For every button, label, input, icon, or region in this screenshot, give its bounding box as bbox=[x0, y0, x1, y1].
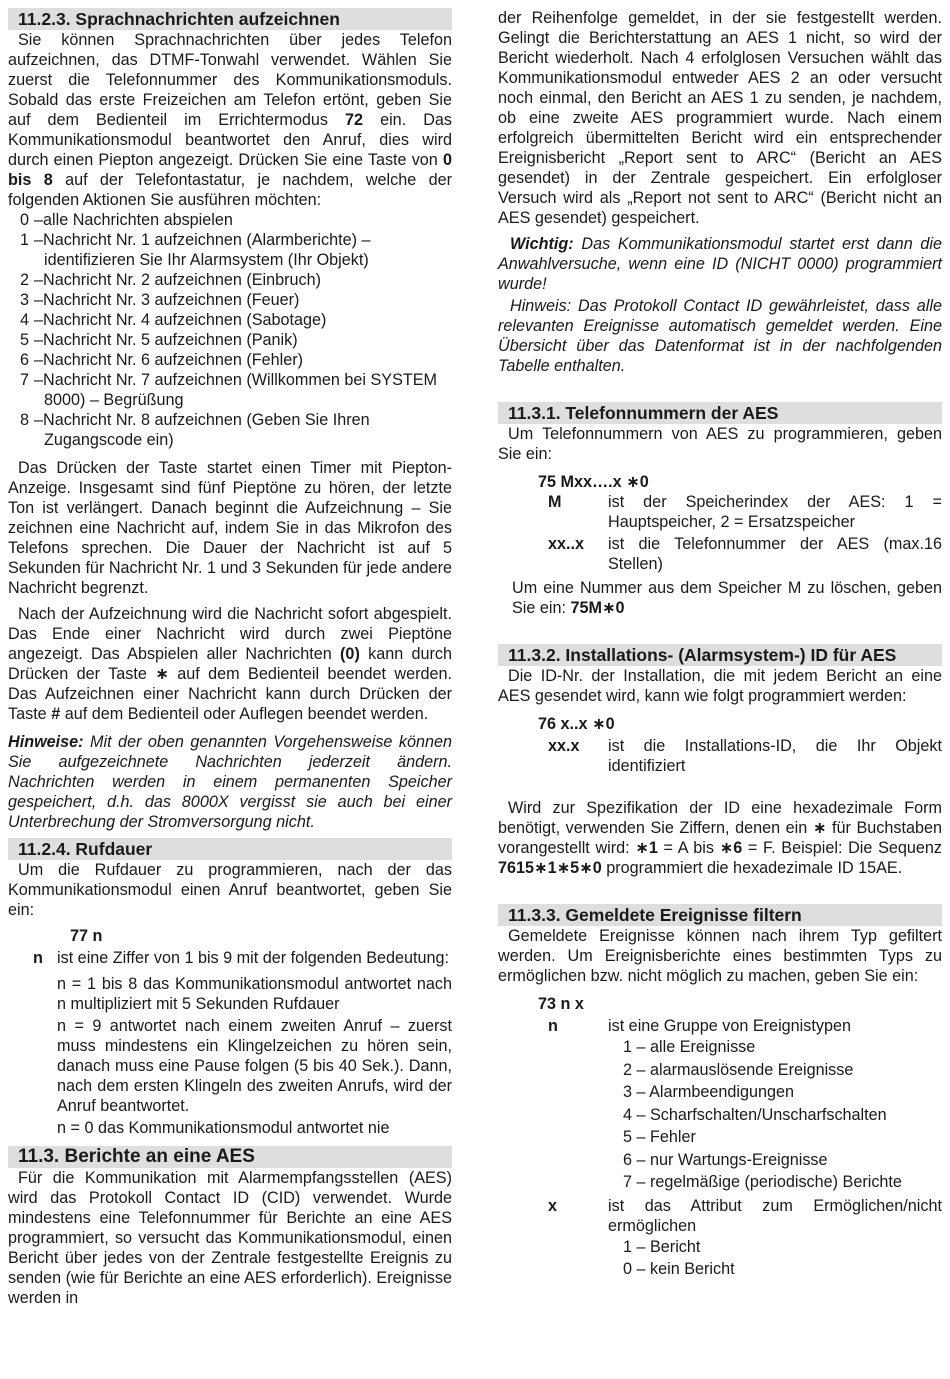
message-text: –Nachricht Nr. 2 aufzeichnen (Einbruch) bbox=[34, 271, 322, 289]
event-group-item: 2 – alarmauslösende Ereignisse bbox=[623, 1060, 854, 1079]
message-text: –Nachricht Nr. 6 aufzeichnen (Fehler) bbox=[34, 351, 304, 369]
param-id-desc: ist die Installations-ID, die Ihr Objekt identifiziert bbox=[608, 737, 942, 775]
message-item bbox=[20, 210, 452, 230]
param-attr-x-desc: ist das Attribut zum Ermöglichen/nicht ermöglichen bbox=[608, 1196, 942, 1235]
param-id-key: xx.x bbox=[548, 737, 580, 755]
message-text: –Nachricht Nr. 3 aufzeichnen (Feuer) bbox=[34, 291, 300, 309]
event-group-item: 5 – Fehler bbox=[623, 1128, 696, 1146]
event-group-item: 1 – alle Ereignisse bbox=[623, 1038, 756, 1056]
message-text: –Nachricht Nr. 4 aufzeichnen (Sabotage) bbox=[34, 311, 327, 329]
attribute-item: 0 – kein Bericht bbox=[623, 1260, 735, 1278]
command-75: 75 Mxx….x ∗0 bbox=[538, 473, 649, 491]
message-text: –alle Nachrichten abspielen bbox=[34, 211, 233, 229]
section-heading-11-3-2: 11.3.2. Installations- (Alarmsystem-) ID für AES bbox=[498, 644, 942, 666]
section-heading-11-3: 11.3. Berichte an eine AES bbox=[8, 1146, 452, 1168]
message-text: –Nachricht Nr. 5 aufzeichnen (Panik) bbox=[34, 331, 298, 349]
paragraph-reporting-order: der Reihenfolge gemeldet, in der sie festgestellt werden. Gelingt die Berichterstattung an AES 1 nicht, so wird der Bericht wiederholt. Nach 4 erfolglosen Versuchen wählt das Kommunikationsmodul entweder AES 2 an oder versucht noch einmal, den Bericht an AES 1 zu senden, je nachdem, ob eine zweite AES programmiert wurde. Nach einem erfolgreich übermittelten Bericht wird ein entsprechender Ereignisbericht „Report sent to ARC“ (Bericht an AES gesendet) in der Zentrale gespeichert. Ein erfolgloser Versuch wird als „Report not sent to ARC“ (Bericht nicht an AES gesendet) gespeichert. bbox=[498, 9, 942, 227]
right-column bbox=[498, 8, 942, 1281]
message-text: –Nachricht Nr. 1 aufzeichnen (Alarmberichte) – identifizieren Sie Ihr Alarmsystem (Ihr Objekt) bbox=[34, 231, 371, 269]
hint-paragraph: Hinweise: Mit der oben genannten Vorgehensweise können Sie aufgezeichnete Nachrichten jederzeit ändern. Nachrichten werden in einem permanenten Speicher gespeichert, d.h. das 8000X vergisst sie auch bei einer Unterbrechung der Stromversorgung nicht. bbox=[8, 733, 452, 831]
param-n bbox=[8, 948, 452, 1138]
paragraph-playback: Nach der Aufzeichnung wird die Nachricht sofort abgespielt. Das Ende einer Nachricht wird durch zwei Pieptöne angezeigt. Das Abspielen aller Nachrichten (0) kann durch Drücken der Taste ∗ auf dem Bedienteil beendet werden. Das Aufzeichnen einer Nachricht kann durch Drücken der Taste # auf dem Bedienteil oder Auflegen beendet werden. bbox=[8, 605, 453, 723]
message-number: 3 bbox=[20, 291, 30, 309]
event-group-item: 6 – nur Wartungs-Ereignisse bbox=[623, 1150, 828, 1169]
message-item bbox=[20, 230, 452, 270]
command-76: 76 x..x ∗0 bbox=[538, 715, 615, 733]
event-group-list bbox=[608, 1036, 942, 1194]
paragraph-phone-numbers: Um Telefonnummern von AES zu programmieren, geben Sie ein: bbox=[498, 425, 942, 463]
paragraph-delete-number: Um eine Nummer aus dem Speicher M zu löschen, geben Sie ein: 75M∗0 bbox=[512, 579, 942, 617]
section-heading-11-3-3: 11.3.3. Gemeldete Ereignisse filtern bbox=[498, 904, 942, 926]
event-group-item: 7 – regelmäßige (periodische) Berichte bbox=[623, 1173, 902, 1191]
message-item bbox=[20, 410, 452, 450]
message-number: 6 bbox=[20, 351, 30, 369]
paragraph-intro: Sie können Sprachnachrichten über jedes Telefon aufzeichnen, das DTMF-Tonwahl verwendet. Wählen Sie zuerst die Telefonnummer des Kommunikationsmoduls. Sobald das erste Freizeichen am Telefon ertönt, geben Sie auf dem Bedienteil im Errichtermodus 72 ein. Das Kommunikationsmodul beantwortet den Anruf, dies wird durch einen Piepton angezeigt. Drücken Sie eine Taste von 0 bis 8 auf der Telefontastatur, je nachdem, welche der folgenden Aktionen Sie ausführen möchten: bbox=[8, 31, 452, 209]
param-n-desc: ist eine Ziffer von 1 bis 9 mit der folgenden Bedeutung: bbox=[57, 949, 450, 967]
paragraph-hex-id: Wird zur Spezifikation der ID eine hexadezimale Form benötigt, verwenden Sie Ziffern, denen ein ∗ für Buchstaben vorangestellt wird: ∗1 = A bis ∗6 = F. Beispiel: Die Sequenz 7615∗1∗5∗0 programmiert die hexadezimale ID 15AE. bbox=[498, 799, 943, 877]
param-group-n bbox=[498, 1016, 942, 1194]
section-heading-11-2-3: 11.2.3. Sprachnachrichten aufzeichnen bbox=[8, 8, 452, 30]
param-xx-key: xx..x bbox=[548, 535, 585, 553]
message-number: 7 bbox=[20, 371, 30, 389]
command-77: 77 n bbox=[70, 927, 103, 945]
param-xx bbox=[498, 534, 942, 574]
message-item bbox=[20, 370, 452, 410]
message-number: 2 bbox=[20, 271, 30, 289]
message-item bbox=[20, 330, 452, 350]
message-item bbox=[20, 310, 452, 330]
paragraph-contact-id: Für die Kommunikation mit Alarmempfangsstellen (AES) wird das Protokoll Contact ID (CID) verwendet. Wurde mindestens eine Telefonnummer für Berichte an eine AES programmiert, so versucht das Kommunikationsmodul, einen Bericht über jedes von der Zentrale festgestellte Ereignis zu senden (wie für Berichte an eine AES erforderlich). Ereignisse werden in bbox=[8, 1169, 452, 1307]
param-attr-x-key: x bbox=[548, 1196, 558, 1215]
message-item bbox=[20, 270, 452, 290]
param-m-key: M bbox=[548, 493, 562, 511]
event-group-item: 4 – Scharfschalten/Unscharfschalten bbox=[623, 1105, 887, 1124]
message-number: 0 bbox=[20, 211, 30, 229]
message-list bbox=[8, 210, 452, 450]
param-m bbox=[498, 492, 942, 532]
n-option-9: n = 9 antwortet nach einem zweiten Anruf – zuerst muss mindestens ein Klingelzeichen zu hören sein, danach muss eine Pause folgen (5 bis 40 Sek.). Dann, nach dem ersten Klingeln des zweiten Anrufs, wird der Anruf beantwortet. bbox=[57, 1017, 452, 1115]
param-n-key: n bbox=[33, 949, 43, 967]
command-73: 73 n x bbox=[538, 995, 584, 1013]
paragraph-timer: Das Drücken der Taste startet einen Timer mit Piepton-Anzeige. Insgesamt sind fünf Pieptöne zu hören, der letzte Ton ist verlängert. Danach beginnt die Aufzeichnung – Sie zeichnen eine Nachricht auf, indem Sie in das Mikrofon des Telefons sprechen. Die Dauer der Nachricht ist auf 5 Sekunden für Nachricht Nr. 1 und 3 Sekunden für jede andere Nachricht begrenzt. bbox=[8, 459, 452, 597]
event-group-item: 3 – Alarmbeendigungen bbox=[623, 1083, 795, 1101]
param-id bbox=[498, 736, 942, 776]
message-number: 8 bbox=[20, 411, 30, 429]
paragraph-filter-events: Gemeldete Ereignisse können nach ihrem Typ gefiltert werden. Um Ereignisberichte eines bestimmten Typs zu ermöglichen bzw. nicht möglich zu machen, geben Sie ein: bbox=[498, 927, 942, 985]
param-xx-desc: ist die Telefonnummer der AES (max.16 Stellen) bbox=[608, 535, 942, 573]
message-number: 5 bbox=[20, 331, 30, 349]
note-paragraph: Hinweis: Das Protokoll Contact ID gewährleistet, dass alle relevanten Ereignisse automatisch gemeldet werden. Eine Übersicht über das Datenformat ist in der nachfolgenden Tabelle enthalten. bbox=[498, 297, 942, 375]
param-group-n-desc: ist eine Gruppe von Ereignistypen bbox=[608, 1017, 851, 1035]
paragraph-installation-id: Die ID-Nr. der Installation, die mit jedem Bericht an eine AES gesendet wird, kann wie folgt programmiert werden: bbox=[498, 667, 942, 705]
message-item bbox=[20, 290, 452, 310]
attribute-item: 1 – Bericht bbox=[623, 1237, 701, 1256]
important-paragraph: Wichtig: Das Kommunikationsmodul startet erst dann die Anwahlversuche, wenn eine ID (NICHT 0000) programmiert wurde! bbox=[498, 235, 942, 293]
message-item bbox=[20, 350, 452, 370]
param-group-n-key: n bbox=[548, 1017, 558, 1035]
message-text: –Nachricht Nr. 8 aufzeichnen (Geben Sie Ihren Zugangscode ein) bbox=[34, 411, 370, 449]
n-option-0: n = 0 das Kommunikationsmodul antwortet nie bbox=[57, 1119, 390, 1137]
message-number: 4 bbox=[20, 311, 30, 329]
message-text: –Nachricht Nr. 7 aufzeichnen (Willkommen bei SYSTEM 8000) – Begrüßung bbox=[34, 371, 438, 409]
param-m-desc: ist der Speicherindex der AES: 1 = Hauptspeicher, 2 = Ersatzspeicher bbox=[608, 493, 942, 531]
attribute-list bbox=[608, 1236, 942, 1281]
left-column bbox=[8, 8, 452, 1308]
n-option-1-8: n = 1 bis 8 das Kommunikationsmodul antwortet nach n multipliziert mit 5 Sekunden Rufdauer bbox=[57, 975, 452, 1013]
section-heading-11-2-4: 11.2.4. Rufdauer bbox=[8, 838, 452, 860]
message-number: 1 bbox=[20, 231, 30, 249]
param-attr-x bbox=[498, 1196, 942, 1281]
paragraph-rufdauer: Um die Rufdauer zu programmieren, nach der das Kommunikationsmodul einen Anruf beantwortet, geben Sie ein: bbox=[8, 861, 452, 919]
section-heading-11-3-1: 11.3.1. Telefonnummern der AES bbox=[498, 402, 942, 424]
